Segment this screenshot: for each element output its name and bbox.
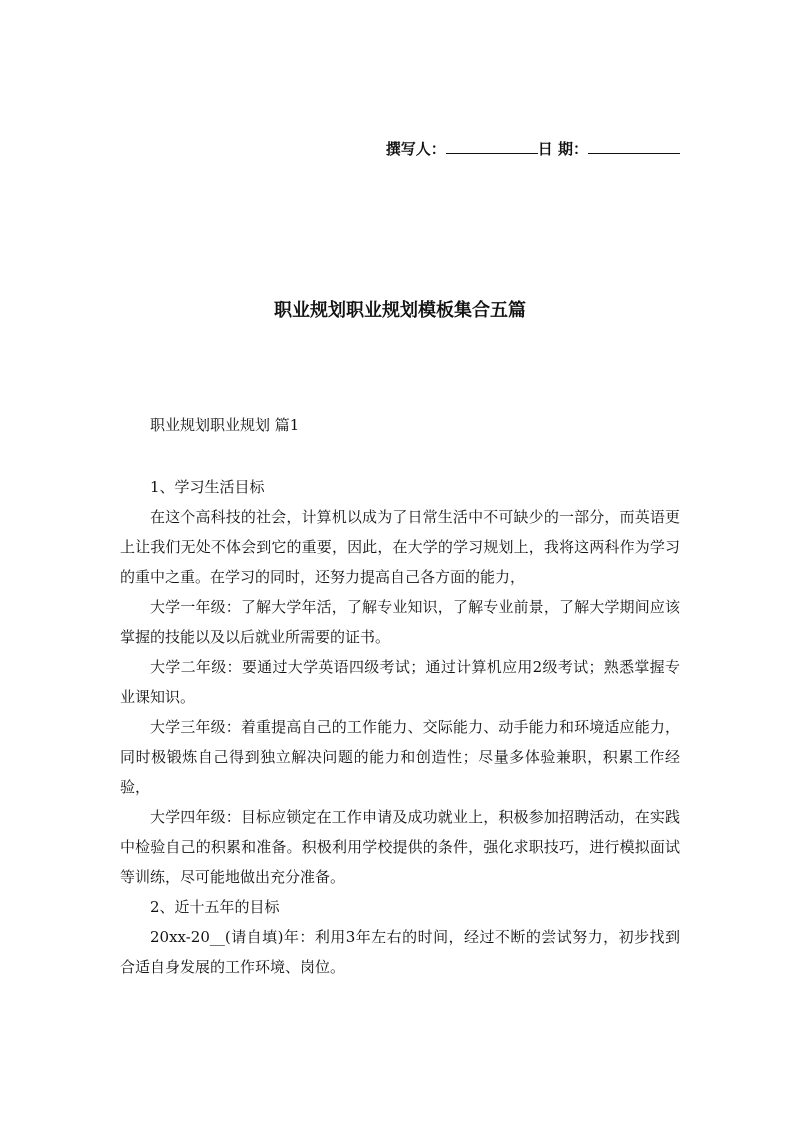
paragraph-year4: 大学四年级：目标应锁定在工作申请及成功就业上，积极参加招聘活动，在实践中检验自己的积累和准备。积极利用学校提供的条件，强化求职技巧，进行模拟面试等训练，尽可能地做出充分准备。 (120, 808, 680, 886)
date-blank[interactable] (588, 139, 680, 154)
page-title: 职业规划职业规划模板集合五篇 (274, 300, 526, 321)
paragraph-year1: 大学一年级：了解大学年活，了解专业知识，了解专业前景，了解大学期间应该掌握的技能以及以后就业所需要的证书。 (120, 598, 680, 646)
goal1-heading: 1、学习生活目标 (150, 478, 265, 496)
paragraph-year2: 大学二年级：要通过大学英语四级考试；通过计算机应用2级考试；熟悉掌握专业课知识。 (120, 658, 680, 706)
paragraph-year3: 大学三年级：着重提高自己的工作能力、交际能力、动手能力和环境适应能力，同时极锻炼自己得到独立解决问题的能力和创造性；尽量多体验兼职，积累工作经验， (120, 718, 680, 796)
section-heading: 职业规划职业规划 篇1 (150, 416, 300, 434)
author-blank[interactable] (446, 139, 538, 154)
document-body (120, 410, 680, 982)
goal2-heading: 2、近十五年的目标 (150, 898, 280, 916)
date-label: 日 期： (537, 140, 588, 158)
author-label: 撰写人： (385, 140, 446, 158)
paragraph-plan: 20xx-20__(请自填)年：利用3年左右的时间，经过不断的尝试努力，初步找到合适自身发展的工作环境、岗位。 (120, 928, 680, 976)
paragraph-1: 在这个高科技的社会，计算机以成为了日常生活中不可缺少的一部分，而英语更上让我们无处不体会到它的重要，因此，在大学的学习规划上，我将这两科作为学习的重中之重。在学习的同时，还努力提高自己各方面的能力， (120, 508, 680, 586)
author-date-line (386, 138, 680, 159)
spacer (120, 440, 680, 472)
